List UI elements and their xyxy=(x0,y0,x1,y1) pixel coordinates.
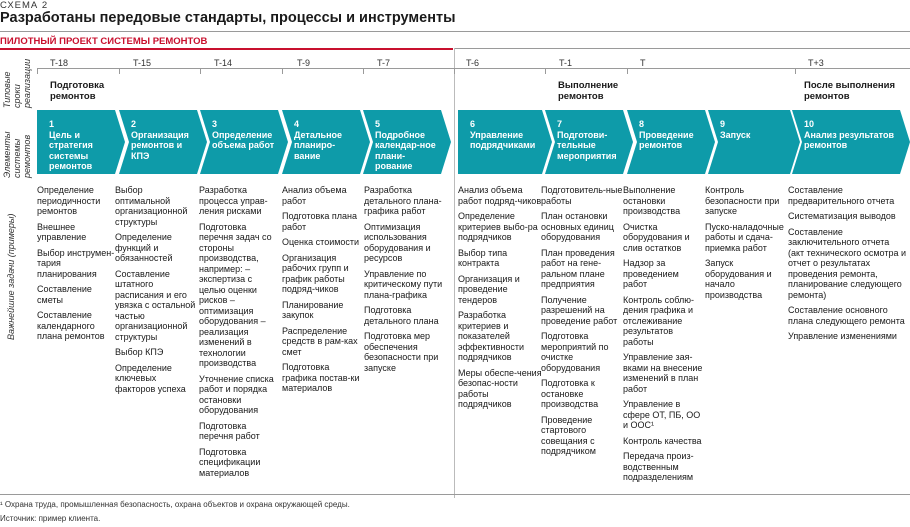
task-item: Подготовка к остановке производства xyxy=(541,378,599,409)
row-label-timing: Типовые сроки реализации xyxy=(2,58,32,108)
element-number: 10 xyxy=(804,119,815,129)
task-item: Подготовка детального плана xyxy=(364,305,439,326)
element-title: Организация ремонтов и КПЭ xyxy=(131,129,189,161)
element-chevron-4 xyxy=(282,110,370,174)
task-item: Меры обеспе-чения безопас-ности работы подрядчиков xyxy=(458,367,542,409)
task-item: Оптимизация использования оборудования и ресурсов xyxy=(364,221,431,263)
timeline-tick xyxy=(363,68,364,74)
task-column-8 xyxy=(623,185,705,488)
row-label-tasks: Важнейшие задачи (примеры) xyxy=(6,213,16,340)
task-item: Управление по критическому пути плана-графика xyxy=(364,268,443,300)
timing-label: T+3 xyxy=(808,58,824,68)
task-item: Управление в сфере ОТ, ПБ, ОО и ООС¹ xyxy=(623,399,701,430)
task-column-10 xyxy=(788,185,906,347)
task-item: Определение периодичности ремонтов xyxy=(37,185,101,216)
task-item: Подготовка перечня задач со стороны производства, например: – экспертиза с целью оценки рисков – оптимизация оборудования – реализация изменений в технологии производства xyxy=(199,221,272,368)
source-note: Источник: пример клиента. xyxy=(0,514,101,523)
element-chevron-8 xyxy=(627,110,715,174)
timeline-tick xyxy=(627,68,628,74)
element-title: Проведение ремонтов xyxy=(639,129,694,150)
task-item: Разработка процесса управ-ления рисками xyxy=(199,185,268,216)
task-column-6 xyxy=(458,185,542,415)
task-item: Оценка стоимости xyxy=(282,237,360,247)
task-item: Подготовка графика постав-ки материалов xyxy=(282,362,360,393)
footer-divider xyxy=(0,494,910,495)
task-item: Анализ объема работ xyxy=(282,185,347,206)
page-title: Разработаны передовые стандарты, процессы и инструменты xyxy=(0,10,456,26)
title-divider xyxy=(0,31,910,32)
timeline-tick xyxy=(545,68,546,74)
element-number: 4 xyxy=(294,119,300,129)
timeline-tick xyxy=(454,68,455,74)
timing-label: T-1 xyxy=(559,58,573,68)
task-item: Подготовка мероприятий по очистке оборудования xyxy=(541,331,609,373)
phase-label-after: После выполнения ремонтов xyxy=(804,80,896,102)
task-item: Уточнение списка работ и порядка остановки оборудования xyxy=(199,373,274,415)
timeline-tick xyxy=(795,68,796,74)
task-column-9 xyxy=(705,185,787,305)
task-item: Подготовка мер обеспечения безопасности при запуске xyxy=(364,331,439,373)
element-number: 5 xyxy=(375,119,381,129)
task-item: Выбор КПЭ xyxy=(115,347,164,357)
task-column-7 xyxy=(541,185,623,462)
timing-label: T-6 xyxy=(466,58,480,68)
task-column-1 xyxy=(37,185,115,347)
element-number: 9 xyxy=(720,119,726,129)
element-title: Анализ результатов ремонтов xyxy=(804,129,894,150)
timeline-tick xyxy=(200,68,201,74)
element-title: Управление подрядчиками xyxy=(470,129,536,150)
timing-label: T-18 xyxy=(50,58,69,68)
element-title: Цель и стратегия системы ремонтов xyxy=(49,129,93,171)
element-title: Подробное календар-ное плани-рование xyxy=(375,129,436,171)
element-chevron-7 xyxy=(545,110,633,174)
task-item: Контроль соблю-дения графика и отслеживание результатов работы xyxy=(623,294,694,347)
task-item: Внешнее управление xyxy=(37,221,87,242)
task-item: Разработка детального плана-графика работ xyxy=(364,185,442,216)
element-number: 6 xyxy=(470,119,476,129)
scheme-label: СХЕМА 2 xyxy=(0,0,49,11)
row-label-elements: Элементы системы ремонтов xyxy=(2,131,32,178)
task-item: Определение функций и обязанностей xyxy=(115,232,173,263)
task-item: План остановки основных единиц оборудования xyxy=(541,211,614,242)
task-item: Проведение стартового совещания с подрядчиком xyxy=(541,414,596,456)
task-item: Организация рабочих групп и график работы подряд-чиков xyxy=(282,252,349,294)
element-title: Запуск xyxy=(720,129,751,140)
timeline-axis xyxy=(37,68,910,69)
task-item: Подготовитель-ные работы xyxy=(541,185,623,206)
project-label: ПИЛОТНЫЙ ПРОЕКТ СИСТЕМЫ РЕМОНТОВ xyxy=(0,36,208,47)
task-item: Организация и проведение тендеров xyxy=(458,273,520,305)
element-number: 2 xyxy=(131,119,137,129)
element-chevron-10 xyxy=(792,110,910,174)
timeline-tick xyxy=(282,68,283,74)
task-item: Подготовка плана работ xyxy=(282,211,357,232)
element-chevron-2 xyxy=(119,110,207,174)
timeline-tick xyxy=(119,68,120,74)
task-item: Составление основного плана следующего ремонта xyxy=(788,305,905,326)
task-item: Определение критериев выбо-ра подрядчиков xyxy=(458,211,538,242)
task-item: Разработка критериев и показателей эффективности подрядчиков xyxy=(458,310,525,362)
task-item: Выбор оптимальной организационной структуры xyxy=(115,185,188,227)
task-item: Контроль качества xyxy=(623,435,702,446)
task-column-2 xyxy=(115,185,197,399)
task-item: Составление предварительного отчета xyxy=(788,185,895,206)
timeline-tick xyxy=(37,68,38,74)
element-title: Подготови-тельные мероприятия xyxy=(557,129,617,161)
task-item: Пуско-наладочные работы и сдача-приемка работ xyxy=(705,221,784,253)
task-item: Систематизация выводов xyxy=(788,211,896,221)
timing-label: T xyxy=(640,58,646,68)
task-item: Выбор инструмен-тария планирования xyxy=(37,247,115,279)
element-chevron-6 xyxy=(458,110,552,174)
project-rule-right xyxy=(455,48,910,49)
task-item: Выполнение остановки производства xyxy=(623,185,681,216)
element-chevron-1 xyxy=(37,110,125,174)
timing-label: T-9 xyxy=(297,58,311,68)
task-item: Распределение средств в рам-ках смет xyxy=(282,325,358,357)
task-item: Планирование закупок xyxy=(282,299,344,320)
phase-label-execution: Выполнение ремонтов xyxy=(558,80,619,102)
task-item: Получение разрешений на проведение работ xyxy=(541,294,618,326)
task-item: Запуск оборудования и начало производства xyxy=(705,258,772,300)
task-item: Надзор за проведением работ xyxy=(623,258,679,289)
task-item: Составление сметы xyxy=(37,284,92,305)
element-title: Детальное планиро-вание xyxy=(294,129,343,161)
task-item: Очистка оборудования и слив остатков xyxy=(623,221,690,253)
timing-label: T-14 xyxy=(214,58,233,68)
task-item: Составление заключительного отчета (акт технического осмотра и отчет о результатах проведения ремонта, планирование следующего ремонта) xyxy=(788,226,906,300)
phase-label-preparation: Подготовка ремонтов xyxy=(50,80,105,102)
element-number: 7 xyxy=(557,119,563,129)
task-item: Контроль безопасности при запуске xyxy=(705,185,780,216)
section-divider xyxy=(454,48,455,498)
task-item: Составление календарного плана ремонтов xyxy=(37,310,105,341)
task-column-3 xyxy=(199,185,279,483)
task-item: Подготовка перечня работ xyxy=(199,420,260,441)
task-item: Выбор типа контракта xyxy=(458,247,508,268)
task-item: Подготовка спецификации материалов xyxy=(199,446,261,478)
task-column-5 xyxy=(364,185,448,378)
footnote: ¹ Охрана труда, промышленная безопасность, охрана объектов и охрана окружающей среды. xyxy=(0,500,350,509)
element-chevron-5 xyxy=(363,110,451,174)
element-chevron-9 xyxy=(708,110,800,174)
task-item: Управление зая-вками на внесение изменений в план работ xyxy=(623,352,703,394)
element-number: 8 xyxy=(639,119,645,129)
element-number: 1 xyxy=(49,119,55,129)
element-number: 3 xyxy=(212,119,218,129)
element-title: Определение объема работ xyxy=(212,129,275,150)
task-item: План проведения работ на гене-ральном плане предприятия xyxy=(541,247,615,289)
timing-label: T-7 xyxy=(377,58,391,68)
task-item: Управление изменениями xyxy=(788,331,897,341)
project-rule xyxy=(0,48,453,50)
task-item: Определение ключевых факторов успеха xyxy=(115,362,186,394)
task-column-4 xyxy=(282,185,360,399)
element-chevron-3 xyxy=(200,110,288,174)
task-item: Составление штатного расписания и его увязка с остальной частью организационной структуры xyxy=(115,268,196,342)
timing-label: T-15 xyxy=(133,58,152,68)
task-item: Передача произ-водственным подразделениям xyxy=(623,451,694,482)
task-item: Анализ объема работ подряд-чиков xyxy=(458,185,542,206)
